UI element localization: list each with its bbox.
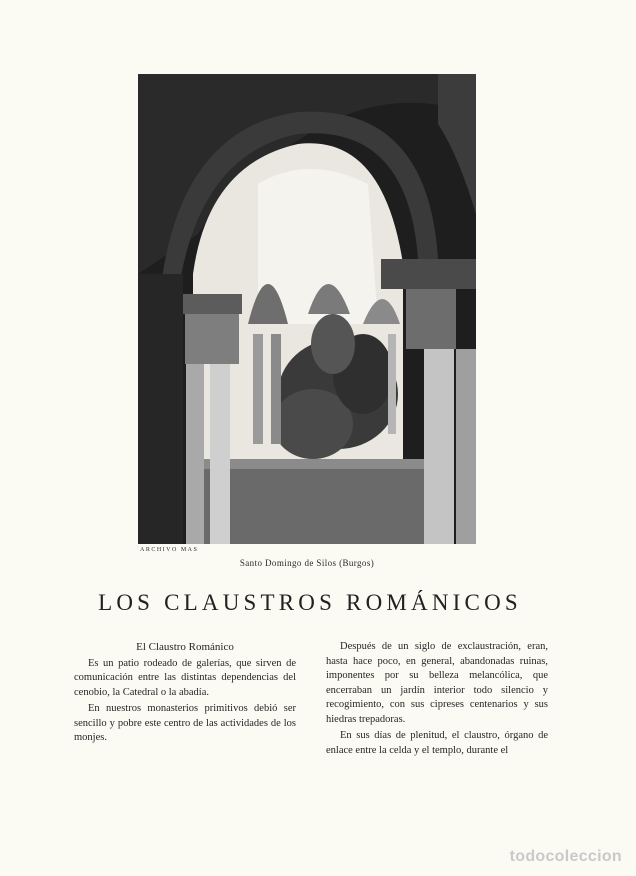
cloister-photo: [138, 74, 476, 544]
page-title: LOS CLAUSTROS ROMÁNICOS: [98, 590, 522, 615]
paragraph: En nuestros monasterios primitivos debió ser sencillo y pobre este centro de las actividades de los monjes.: [74, 703, 296, 743]
paragraph: Es un patio rodeado de galerías, que sirven de comunicación entre las distintas dependencias del cenobio, la Catedral o la abadía.: [74, 657, 296, 698]
watermark-logo: todocoleccion: [509, 848, 622, 865]
left-column: [74, 640, 296, 748]
paragraph: Después de un siglo de exclaustración, eran, hasta hace poco, en general, abandonadas ruinas, imponentes por su belleza melancólica, que encerraban un jardín interior todo silencio y recogimiento, con sus cipreses centenarios y sus hiedras trepadoras.: [326, 641, 548, 725]
section-heading: El Claustro Románico: [136, 641, 234, 653]
photo-caption: Santo Domingo de Silos (Burgos): [239, 558, 375, 568]
photo-credit: ARCHIVO MAS: [140, 547, 199, 553]
cloister-arches-image: [138, 74, 476, 544]
right-column: [326, 640, 548, 760]
paragraph: En sus días de plenitud, el claustro, órgano de enlace entre la celda y el templo, durante el: [326, 730, 548, 756]
